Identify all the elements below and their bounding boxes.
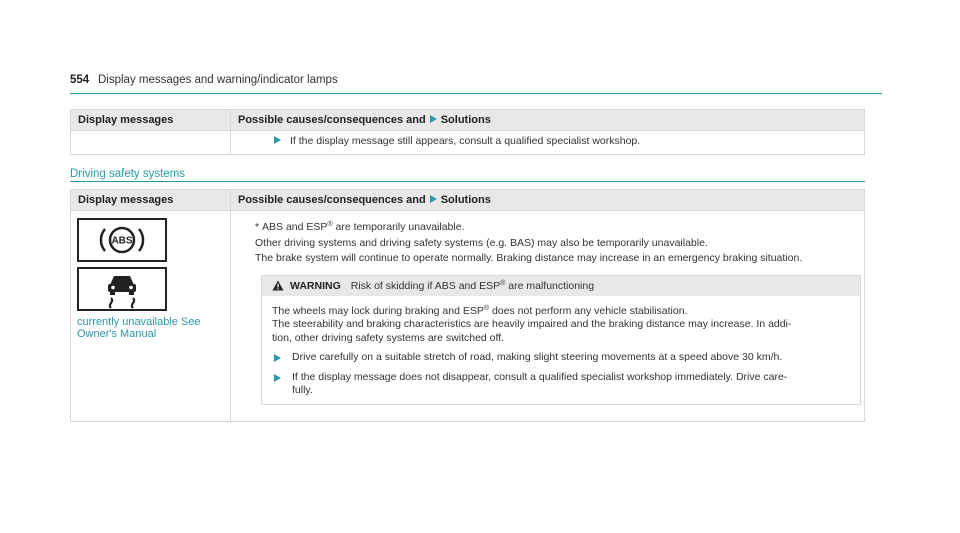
display-message-text: currently unavailable See Owner's Manual: [77, 316, 201, 340]
table-header-row: [71, 110, 865, 131]
cause-line-3: The brake system will continue to operate normally. Braking distance may increase in an emergency braking situation.: [255, 252, 803, 264]
svg-text:ABS: ABS: [111, 235, 133, 247]
column-header-display-messages: Display messages: [71, 190, 231, 211]
page-header: [70, 74, 882, 94]
page-number: 554: [70, 74, 90, 86]
cause-line-1: [245, 217, 857, 236]
warning-step-1-text: Drive carefully on a suitable stretch of road, making slight steering movements at a speed above 30 km/h.: [292, 351, 783, 363]
warning-step-2-cont: fully.: [292, 384, 313, 396]
column-header-display-messages: Display messages: [71, 110, 231, 131]
registered-mark: ®: [500, 279, 506, 287]
warning-title: [351, 280, 594, 292]
column-header-causes-label: Possible causes/consequences and: [238, 194, 426, 206]
section-title: Driving safety systems: [70, 168, 865, 182]
warning-step-1: [272, 351, 850, 365]
cause-text-b: are temporarily unavailable.: [335, 221, 465, 233]
table-header-row: [71, 190, 865, 211]
esp-skid-icon: [77, 267, 167, 311]
cause-line-2: Other driving systems and driving safety systems (e.g. BAS) may also be temporarily unavailable.: [255, 236, 708, 249]
solution-step: [238, 135, 857, 148]
warning-body-1b: does not perform any vehicle stabilisation.: [491, 304, 688, 317]
table-row: [71, 211, 865, 422]
cause-text-a: ABS and ESP: [262, 221, 328, 233]
abs-warning-icon: [77, 218, 167, 262]
display-messages-table-2: [70, 189, 865, 422]
step-arrow-icon: [274, 374, 281, 382]
warning-body-line-1: [272, 302, 850, 319]
table-cell-empty: [71, 131, 231, 155]
display-messages-table-1: [70, 109, 865, 155]
warning-box: [261, 275, 861, 405]
warning-step-2-text: If the display message does not disappear, consult a qualified specialist workshop immediately. Drive care-: [292, 370, 788, 383]
column-header-causes-solutions: [231, 110, 865, 131]
page-title: Display messages and warning/indicator lamps: [98, 74, 338, 86]
warning-title-b: are malfunctioning: [508, 279, 595, 292]
column-header-solutions-label: Solutions: [440, 194, 491, 206]
warning-header: [262, 276, 860, 296]
warning-body-line-2: The steerability and braking characteristics are heavily impaired and the braking distance may increase. In addi-: [272, 318, 792, 330]
warning-label: WARNING: [290, 279, 341, 292]
warning-body-1a: The wheels may lock during braking and ESP: [272, 304, 484, 317]
warning-body: [262, 296, 860, 404]
registered-mark: ®: [483, 304, 490, 312]
table-row: [71, 131, 865, 155]
solutions-arrow-icon: [430, 195, 437, 203]
column-header-causes-label: Possible causes/consequences and: [238, 114, 426, 126]
step-arrow-icon: [274, 136, 281, 144]
causes-solutions-cell: [231, 211, 865, 422]
table-cell-solution: [231, 131, 865, 155]
column-header-causes-solutions: [231, 190, 865, 211]
display-message-cell: [71, 211, 231, 422]
step-arrow-icon: [274, 354, 281, 362]
solution-step-text: If the display message still appears, consult a qualified specialist workshop.: [290, 135, 641, 147]
warning-step-2: [272, 371, 850, 385]
solutions-arrow-icon: [430, 115, 437, 123]
warning-triangle-icon: [272, 280, 284, 291]
warning-title-a: Risk of skidding if ABS and ESP: [350, 279, 501, 292]
warning-body-line-3: tion, other driving safety systems are switched off.: [272, 331, 505, 344]
asterisk-marker: *: [255, 221, 260, 233]
registered-mark: ®: [327, 221, 333, 228]
column-header-solutions-label: Solutions: [440, 114, 491, 126]
